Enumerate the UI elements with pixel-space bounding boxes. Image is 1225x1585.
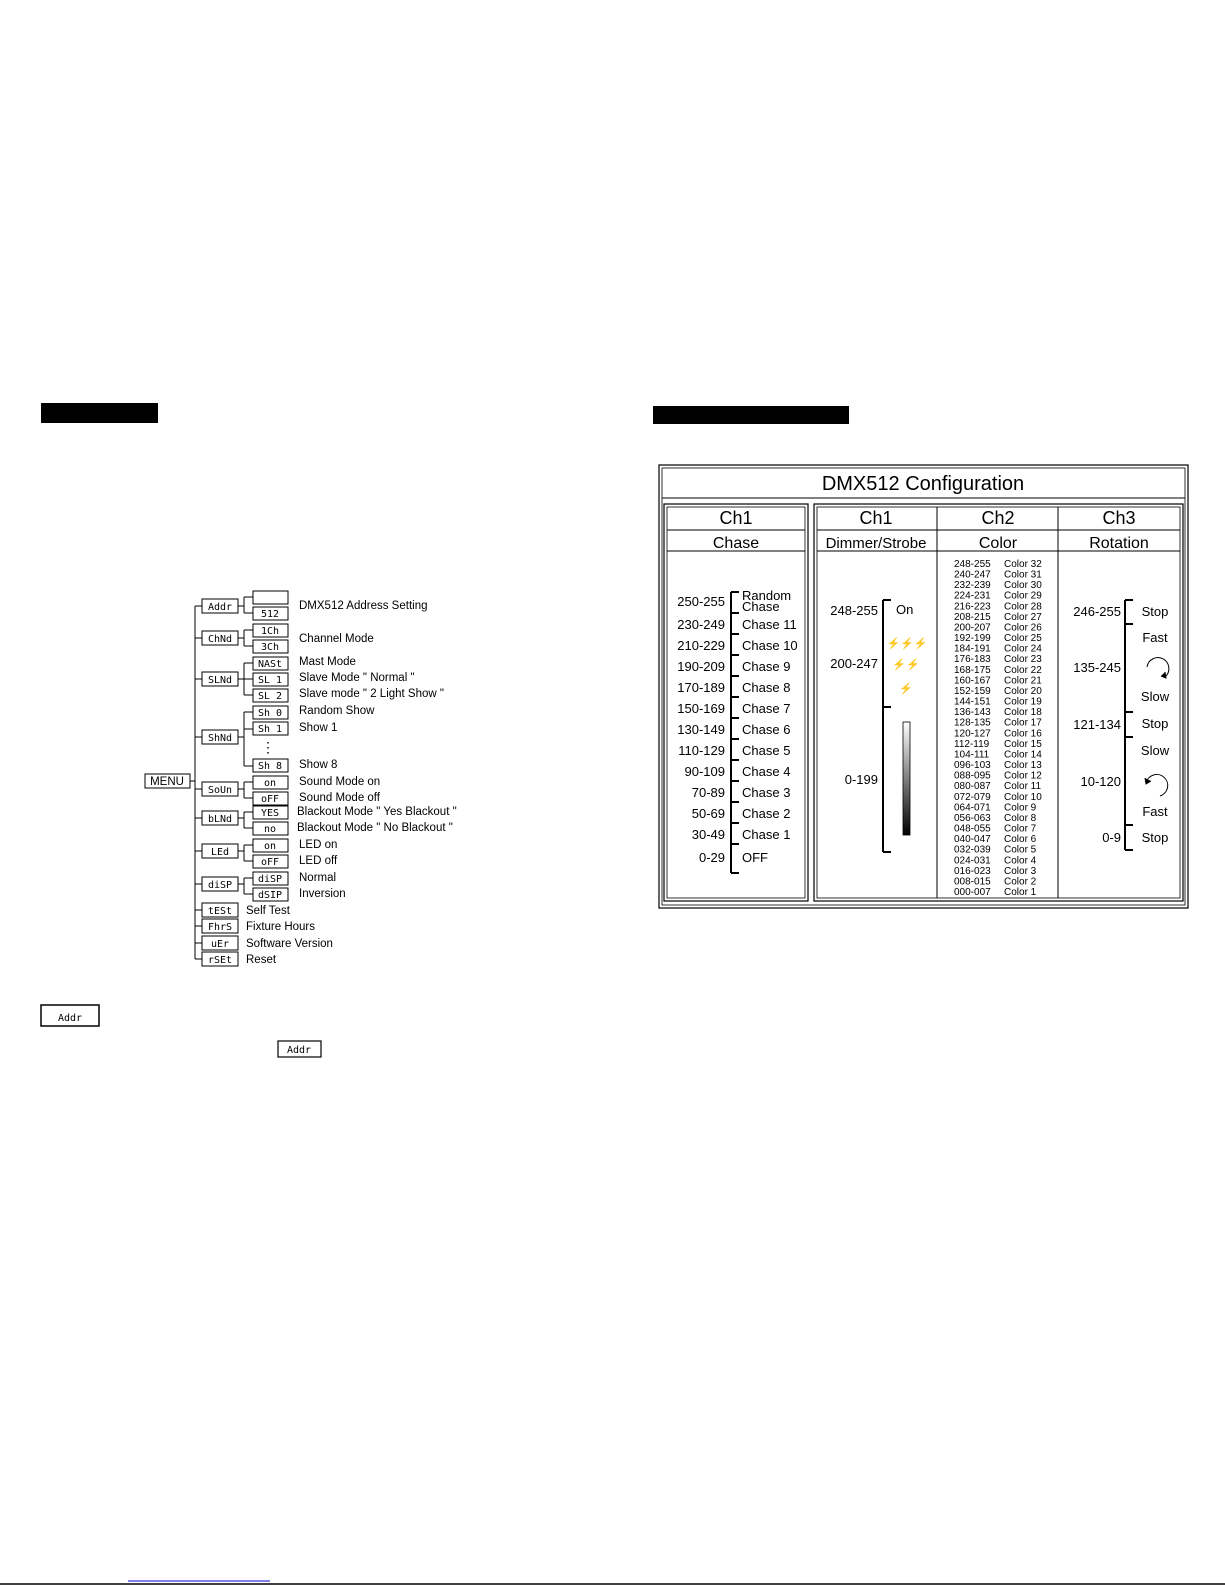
- color-label-8: Color 24: [1004, 643, 1042, 655]
- dimmer-column: [830, 600, 927, 852]
- header-name-color: Color: [978, 535, 1018, 552]
- color-label-23: Color 9: [1004, 802, 1037, 814]
- chase-label-1: Chase 11: [742, 617, 797, 632]
- lcd-disp-normal: diSP: [257, 874, 283, 885]
- chase-label-6: Chase 6: [742, 722, 791, 737]
- led-on-description: LED on: [299, 839, 338, 851]
- lcd-led-off: oFF: [260, 857, 280, 868]
- color-range-12: 152-159: [954, 686, 991, 697]
- chase-label-2: Chase 10: [742, 638, 798, 653]
- lcd-shnd: ShNd: [207, 733, 233, 744]
- color-range-10: 168-175: [954, 664, 991, 676]
- color-range-23: 064-071: [954, 802, 991, 814]
- color-range-0: 248-255: [954, 559, 991, 570]
- color-label-10: Color 22: [1004, 664, 1042, 676]
- lcd-chnd: ChNd: [207, 634, 233, 645]
- color-label-27: Color 5: [1004, 844, 1037, 856]
- blackout-no-description: Blackout Mode " No Blackout ": [297, 822, 453, 834]
- color-label-3: Color 29: [1004, 590, 1042, 602]
- lcd-sound-off: oFF: [260, 794, 280, 805]
- dimmer-gradient-bar: [903, 722, 910, 835]
- color-range-15: 128-135: [954, 717, 991, 729]
- lcd-soun: SoUn: [207, 785, 233, 796]
- lcd-slnd: SLNd: [207, 675, 233, 686]
- color-label-14: Color 18: [1004, 707, 1042, 719]
- color-label-4: Color 28: [1004, 601, 1042, 613]
- color-label-18: Color 14: [1004, 749, 1042, 761]
- right-section-heading-bar: [653, 406, 849, 424]
- lcd-sh0: Sh 0: [257, 708, 283, 719]
- color-range-29: 016-023: [954, 865, 991, 877]
- ellipsis-dots: ⋮: [261, 739, 275, 755]
- chase-range-11: 30-49: [691, 827, 725, 842]
- chase-label-3: Chase 9: [742, 659, 791, 674]
- color-label-13: Color 19: [1004, 696, 1042, 708]
- chase-range-6: 130-149: [677, 722, 725, 737]
- chase-range-9: 70-89: [691, 785, 725, 800]
- color-label-30: Color 2: [1004, 876, 1037, 888]
- color-label-15: Color 17: [1004, 717, 1042, 729]
- color-label-6: Color 26: [1004, 622, 1042, 634]
- lcd-ver: uEr: [210, 939, 230, 950]
- header-ch-chase: Ch1: [719, 508, 753, 528]
- color-label-22: Color 10: [1004, 791, 1042, 803]
- ver-description: Software Version: [246, 938, 333, 950]
- color-label-31: Color 1: [1004, 887, 1037, 898]
- sl2-description: Slave mode " 2 Light Show ": [299, 688, 444, 700]
- lcd-nast: NASt: [257, 659, 283, 670]
- color-range-2: 232-239: [954, 580, 991, 592]
- color-range-18: 104-111: [954, 749, 990, 761]
- color-label-1: Color 31: [1004, 569, 1042, 581]
- chase-label-8: Chase 4: [742, 764, 791, 779]
- header-ch-color: Ch2: [981, 508, 1015, 528]
- chase-range-0: 250-255: [677, 594, 725, 609]
- color-range-1: 240-247: [954, 569, 991, 581]
- rotation-slow-2: Slow: [1140, 743, 1170, 758]
- color-label-21: Color 11: [1004, 781, 1042, 793]
- strobe-slow-icon: ⚡: [899, 683, 913, 695]
- color-range-4: 216-223: [954, 601, 991, 613]
- sl1-description: Slave Mode " Normal ": [299, 672, 415, 684]
- color-range-13: 144-151: [954, 696, 991, 708]
- color-range-14: 136-143: [954, 707, 991, 719]
- rotation-stop-range-2: 121-134: [1073, 717, 1121, 732]
- chase-label-12: OFF: [742, 850, 768, 865]
- chase-range-5: 150-169: [677, 701, 725, 716]
- lcd-test: tESt: [207, 906, 233, 917]
- lcd-led-on: on: [263, 841, 277, 852]
- rotation-slow-1: Slow: [1140, 689, 1170, 704]
- lcd-disp: diSP: [207, 880, 233, 891]
- rotation-cw-range: 135-245: [1073, 660, 1121, 675]
- lcd-512: 512: [260, 609, 280, 620]
- color-range-24: 056-063: [954, 812, 991, 824]
- color-range-3: 224-231: [954, 590, 991, 602]
- chase-label-9: Chase 3: [742, 785, 791, 800]
- chase-range-3: 190-209: [677, 659, 725, 674]
- color-range-25: 048-055: [954, 823, 991, 835]
- color-label-12: Color 20: [1004, 686, 1042, 697]
- strobe-range: 200-247: [830, 656, 878, 671]
- color-range-17: 112-119: [954, 738, 990, 750]
- lcd-dsip: dSIP: [257, 890, 283, 901]
- lcd-sh1: Sh 1: [257, 724, 283, 735]
- dimmer-on-range: 248-255: [830, 603, 878, 618]
- color-label-16: Color 16: [1004, 728, 1042, 740]
- color-range-6: 200-207: [954, 622, 991, 634]
- header-ch-dimmer: Ch1: [859, 508, 893, 528]
- color-label-20: Color 12: [1004, 770, 1042, 782]
- chase-range-4: 170-189: [677, 680, 725, 695]
- lcd-1ch: 1Ch: [260, 626, 280, 637]
- rotation-stop-range-3: 0-9: [1102, 830, 1121, 845]
- chase-range-7: 110-129: [678, 743, 725, 758]
- sound-on-description: Sound Mode on: [299, 776, 381, 788]
- color-range-8: 184-191: [954, 643, 991, 655]
- color-label-11: Color 21: [1004, 675, 1042, 687]
- strobe-fast-icon: ⚡⚡⚡: [886, 638, 928, 650]
- rotation-column: [1073, 600, 1169, 850]
- addr-description: DMX512 Address Setting: [299, 600, 428, 612]
- color-label-19: Color 13: [1004, 760, 1042, 771]
- color-range-5: 208-215: [954, 611, 991, 623]
- addr-lcd-inline: Addr: [286, 1045, 312, 1056]
- lcd-sl2: SL 2: [257, 691, 283, 702]
- chase-range-1: 230-249: [677, 617, 725, 632]
- menu-button-label: MENU: [150, 776, 184, 788]
- mast-description: Mast Mode: [299, 656, 356, 668]
- color-label-28: Color 4: [1004, 855, 1037, 867]
- lcd-sound-on: on: [263, 778, 277, 789]
- chase-label-5: Chase 7: [742, 701, 791, 716]
- color-label-2: Color 30: [1004, 580, 1042, 592]
- rotation-stop-3: Stop: [1141, 830, 1169, 845]
- color-label-5: Color 27: [1004, 611, 1042, 623]
- lcd-led: LEd: [210, 847, 230, 858]
- color-range-20: 088-095: [954, 770, 991, 782]
- color-range-28: 024-031: [954, 855, 991, 867]
- color-range-27: 032-039: [954, 844, 991, 856]
- color-range-7: 192-199: [954, 633, 991, 645]
- chase-range-2: 210-229: [677, 638, 725, 653]
- rotation-fast-2: Fast: [1142, 804, 1168, 819]
- color-range-11: 160-167: [954, 675, 991, 687]
- chase-label-7: Chase 5: [742, 743, 791, 758]
- show8-description: Show 8: [299, 759, 338, 771]
- counterclockwise-rotation-icon: [1145, 775, 1168, 796]
- color-label-17: Color 15: [1004, 738, 1042, 750]
- chase-label-0: Random: [742, 588, 792, 603]
- chase-label-11: Chase 1: [742, 827, 791, 842]
- lcd-fhrs: FhrS: [207, 922, 233, 933]
- color-range-16: 120-127: [954, 728, 991, 740]
- header-name-rotation: Rotation: [1089, 535, 1149, 552]
- fhrs-description: Fixture Hours: [246, 921, 316, 933]
- chase-label-4: Chase 8: [742, 680, 791, 695]
- header-name-chase: Chase: [712, 535, 760, 552]
- color-label-25: Color 7: [1004, 823, 1037, 835]
- chase-label-0b: Chase: [742, 599, 780, 614]
- color-label-24: Color 8: [1004, 812, 1037, 824]
- inversion-description: Inversion: [299, 888, 346, 900]
- rotation-stop-range-1: 246-255: [1073, 604, 1121, 619]
- color-range-31: 000-007: [954, 887, 991, 898]
- color-range-21: 080-087: [954, 781, 991, 793]
- blackout-yes-description: Blackout Mode " Yes Blackout ": [297, 806, 457, 818]
- clockwise-rotation-icon: [1147, 658, 1169, 678]
- lcd-blnd: bLNd: [207, 814, 233, 825]
- header-ch-rotation: Ch3: [1102, 508, 1136, 528]
- color-column: [954, 559, 1042, 898]
- chase-column: [677, 588, 797, 873]
- color-label-26: Color 6: [1004, 834, 1037, 846]
- show1-description: Show 1: [299, 722, 338, 734]
- rotation-stop-2: Stop: [1141, 716, 1169, 731]
- addr-lcd-large: Addr: [57, 1013, 83, 1024]
- dimmer-range: 0-199: [844, 772, 878, 787]
- chase-range-10: 50-69: [691, 806, 725, 821]
- lcd-rset: rSEt: [207, 955, 233, 966]
- lcd-sh8: Sh 8: [257, 761, 283, 772]
- led-off-description: LED off: [299, 855, 338, 867]
- header-name-dimmer: Dimmer/Strobe: [825, 535, 927, 552]
- lcd-sl1: SL 1: [257, 675, 283, 686]
- left-section-heading-bar: [41, 403, 158, 423]
- chase-range-12: 0-29: [698, 850, 725, 865]
- test-description: Self Test: [246, 905, 290, 917]
- color-label-0: Color 32: [1004, 559, 1042, 570]
- chnd-description: Channel Mode: [299, 633, 374, 645]
- chase-range-8: 90-109: [684, 764, 725, 779]
- strobe-medium-icon: ⚡⚡: [892, 659, 920, 671]
- color-range-9: 176-183: [954, 654, 991, 666]
- rotation-stop-1: Stop: [1141, 604, 1169, 619]
- color-range-30: 008-015: [954, 876, 991, 888]
- rotation-fast-1: Fast: [1142, 630, 1168, 645]
- normal-description: Normal: [299, 872, 337, 884]
- dimmer-on-label: On: [896, 602, 914, 617]
- config-title: DMX512 Configuration: [821, 473, 1025, 495]
- lcd-no: no: [263, 824, 277, 835]
- lcd-yes: YES: [260, 808, 280, 819]
- color-label-29: Color 3: [1004, 865, 1037, 877]
- random-show-description: Random Show: [299, 705, 375, 717]
- color-range-22: 072-079: [954, 791, 991, 803]
- lcd-addr: Addr: [207, 602, 233, 613]
- chase-label-10: Chase 2: [742, 806, 791, 821]
- rotation-ccw-range: 10-120: [1080, 774, 1121, 789]
- color-label-9: Color 23: [1004, 654, 1042, 666]
- color-label-7: Color 25: [1004, 633, 1042, 645]
- color-range-19: 096-103: [954, 760, 991, 771]
- lcd-3ch: 3Ch: [260, 642, 280, 653]
- sound-off-description: Sound Mode off: [299, 792, 380, 804]
- color-range-26: 040-047: [954, 834, 991, 846]
- rset-description: Reset: [246, 954, 277, 966]
